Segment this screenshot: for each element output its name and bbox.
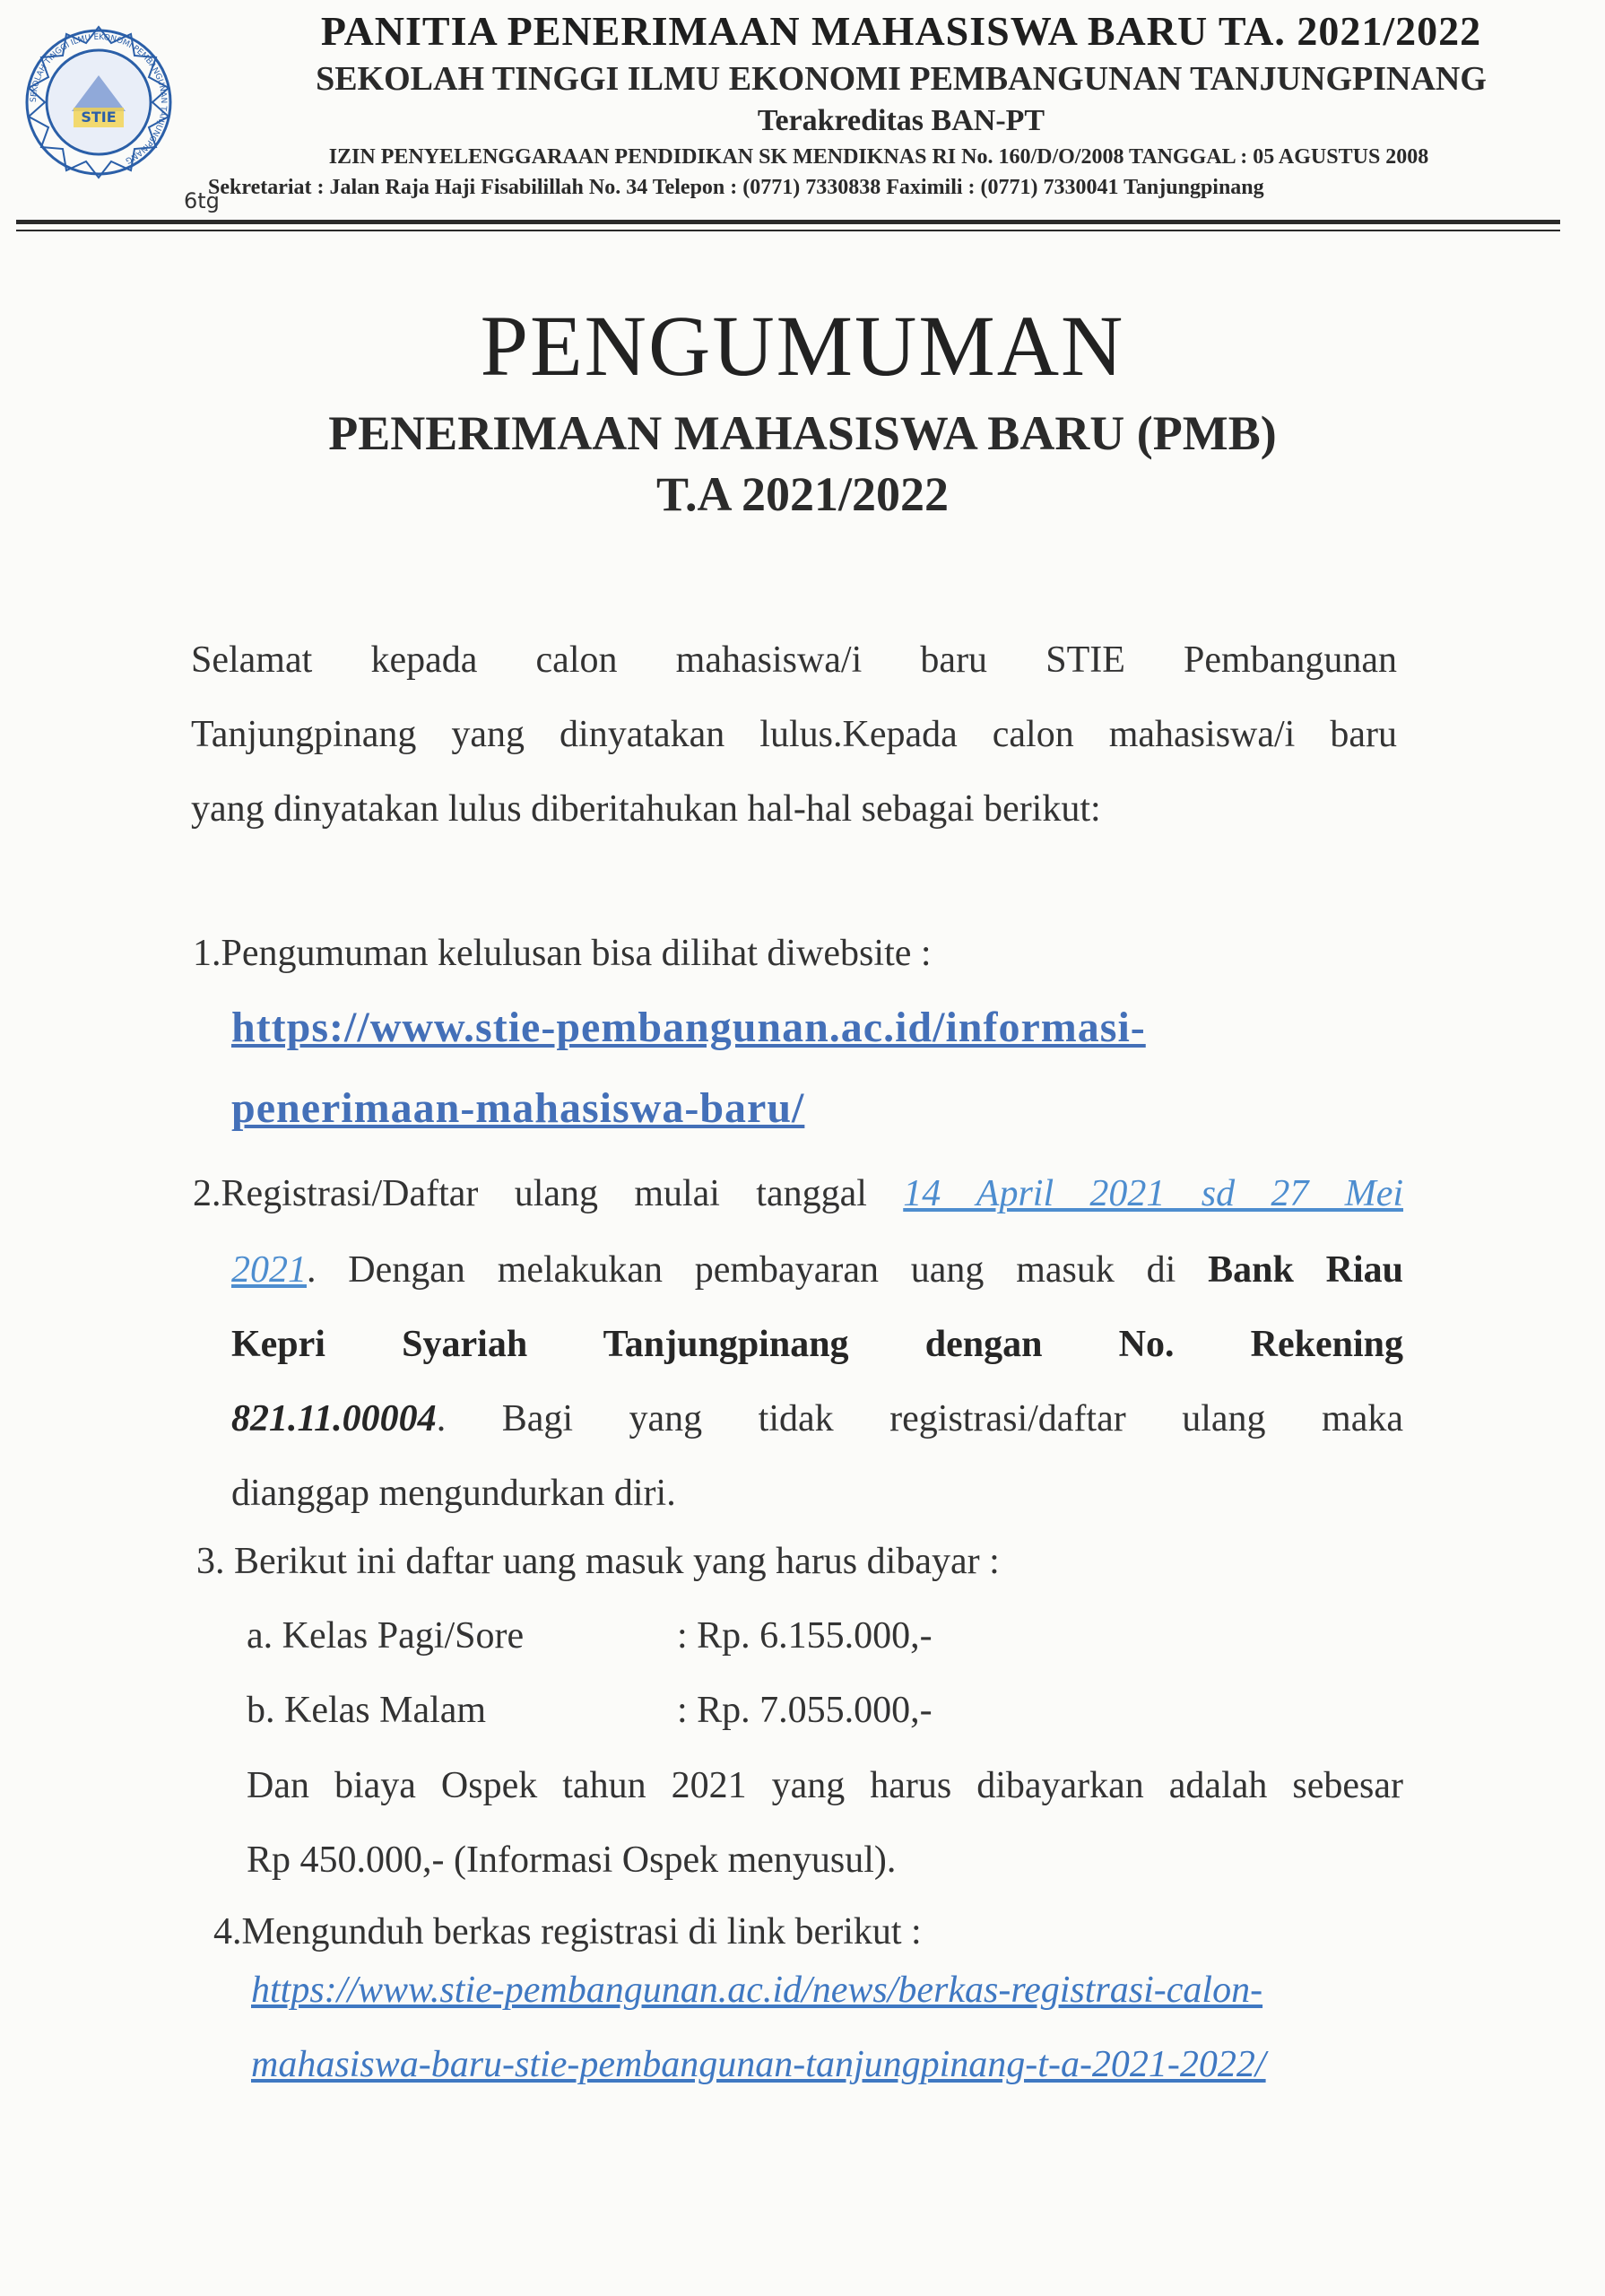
bank-name-part2: Kepri Syariah Tanjungpinang dengan No. Rekening [231,1324,1403,1365]
letterhead-accreditation: Terakreditas BAN-PT [757,104,1045,137]
fee-row-evening [247,1674,1143,1748]
item-1-text: 1.Pengumuman kelulusan bisa dilihat diwebsite : [193,933,932,974]
logo-ring-text: SEKOLAH TINGGI ILMU EKONOMI PEMBANGUNAN TANJUNGPINANG [29,32,169,165]
item-4-text: 4.Mengunduh berkas registrasi di link berikut : [213,1911,922,1952]
registration-files-link-part1[interactable]: https://www.stie-pembangunan.ac.id/news/berkas-registrasi-calon- [251,1970,1263,2011]
account-number: 821.11.00004 [231,1398,437,1439]
ospek-line-2: Rp 450.000,- (Informasi Ospek menyusul). [247,1839,897,1881]
stie-logo [18,22,179,183]
letterhead-divider-thick [16,220,1560,224]
ospek-fee-paragraph [247,1749,1403,1898]
fee-value: : Rp. 6.155.000,- [677,1615,933,1657]
handwritten-mark: 6tg [184,188,220,213]
intro-line-3: yang dinyatakan lulus diberitahukan hal-hal sebagai berikut: [191,788,1101,830]
item-2-first-line [193,1157,1403,1231]
ospek-line-1: Dan biaya Ospek tahun 2021 yang harus dibayarkan adalah sebesar [247,1765,1403,1806]
registration-date-part1[interactable]: 14 April 2021 sd 27 Mei [903,1173,1404,1214]
letterhead-divider-thin [16,230,1560,231]
item-2-line-2 [231,1233,1403,1308]
bank-name-part1: Bank Riau [1208,1249,1403,1291]
fee-value: : Rp. 7.055.000,- [677,1690,933,1731]
item-2-line-4 [231,1382,1403,1457]
item-2-line-5: dianggap mengundurkan diri. [231,1473,676,1514]
letterhead-institution: SEKOLAH TINGGI ILMU EKONOMI PEMBANGUNAN TANJUNGPINANG [316,60,1487,98]
registration-files-link-part2[interactable]: mahasiswa-baru-stie-pembangunan-tanjungpinang-t-a-2021-2022/ [251,2044,1266,2085]
academic-year: T.A 2021/2022 [655,467,950,521]
intro-line-1: Selamat kepada calon mahasiswa/i baru STIE Pembangunan [191,639,1397,681]
item-2-payment-text: . Dengan melakukan pembayaran uang masuk di [307,1249,1176,1291]
letterhead-permit: IZIN PENYELENGGARAAN PENDIDIKAN SK MENDIKNAS RI No. 160/D/O/2008 TANGGAL : 05 AGUSTUS 2008 [328,145,1429,169]
letterhead-address: Sekretariat : Jalan Raja Haji Fisabilillah No. 34 Telepon : (0771) 7330838 Faximili : (0771) 7330041 Tanjungpinang [208,176,1264,199]
item-2-paragraph [231,1233,1403,1531]
fee-label: b. Kelas Malam [247,1690,487,1731]
fee-label: a. Kelas Pagi/Sore [247,1615,525,1657]
fee-row-morning-afternoon [247,1599,1143,1674]
item-2-prefix: 2.Registrasi/Daftar ulang mulai tanggal [193,1173,867,1214]
logo-text: STIE [81,109,117,126]
item-3-text: 3. Berikut ini daftar uang masuk yang harus dibayar : [196,1541,1000,1582]
letterhead-committee: PANITIA PENERIMAAN MAHASISWA BARU TA. 2021/2022 [320,8,1482,54]
item-2-line-1 [193,1157,1403,1231]
result-website-link-part2[interactable]: penerimaan-mahasiswa-baru/ [231,1084,805,1132]
intro-paragraph [191,623,1397,847]
page-title: PENGUMUMAN [480,298,1125,394]
page-subtitle: PENERIMAAN MAHASISWA BARU (PMB) [328,406,1277,460]
registration-date-part2[interactable]: 2021 [231,1249,307,1291]
intro-line-2: Tanjungpinang yang dinyatakan lulus.Kepada calon mahasiswa/i baru [191,714,1397,755]
item-2-warning-text: . Bagi yang tidak registrasi/daftar ulang maka [436,1398,1403,1439]
result-website-link-part1[interactable]: https://www.stie-pembangunan.ac.id/informasi- [231,1004,1146,1051]
